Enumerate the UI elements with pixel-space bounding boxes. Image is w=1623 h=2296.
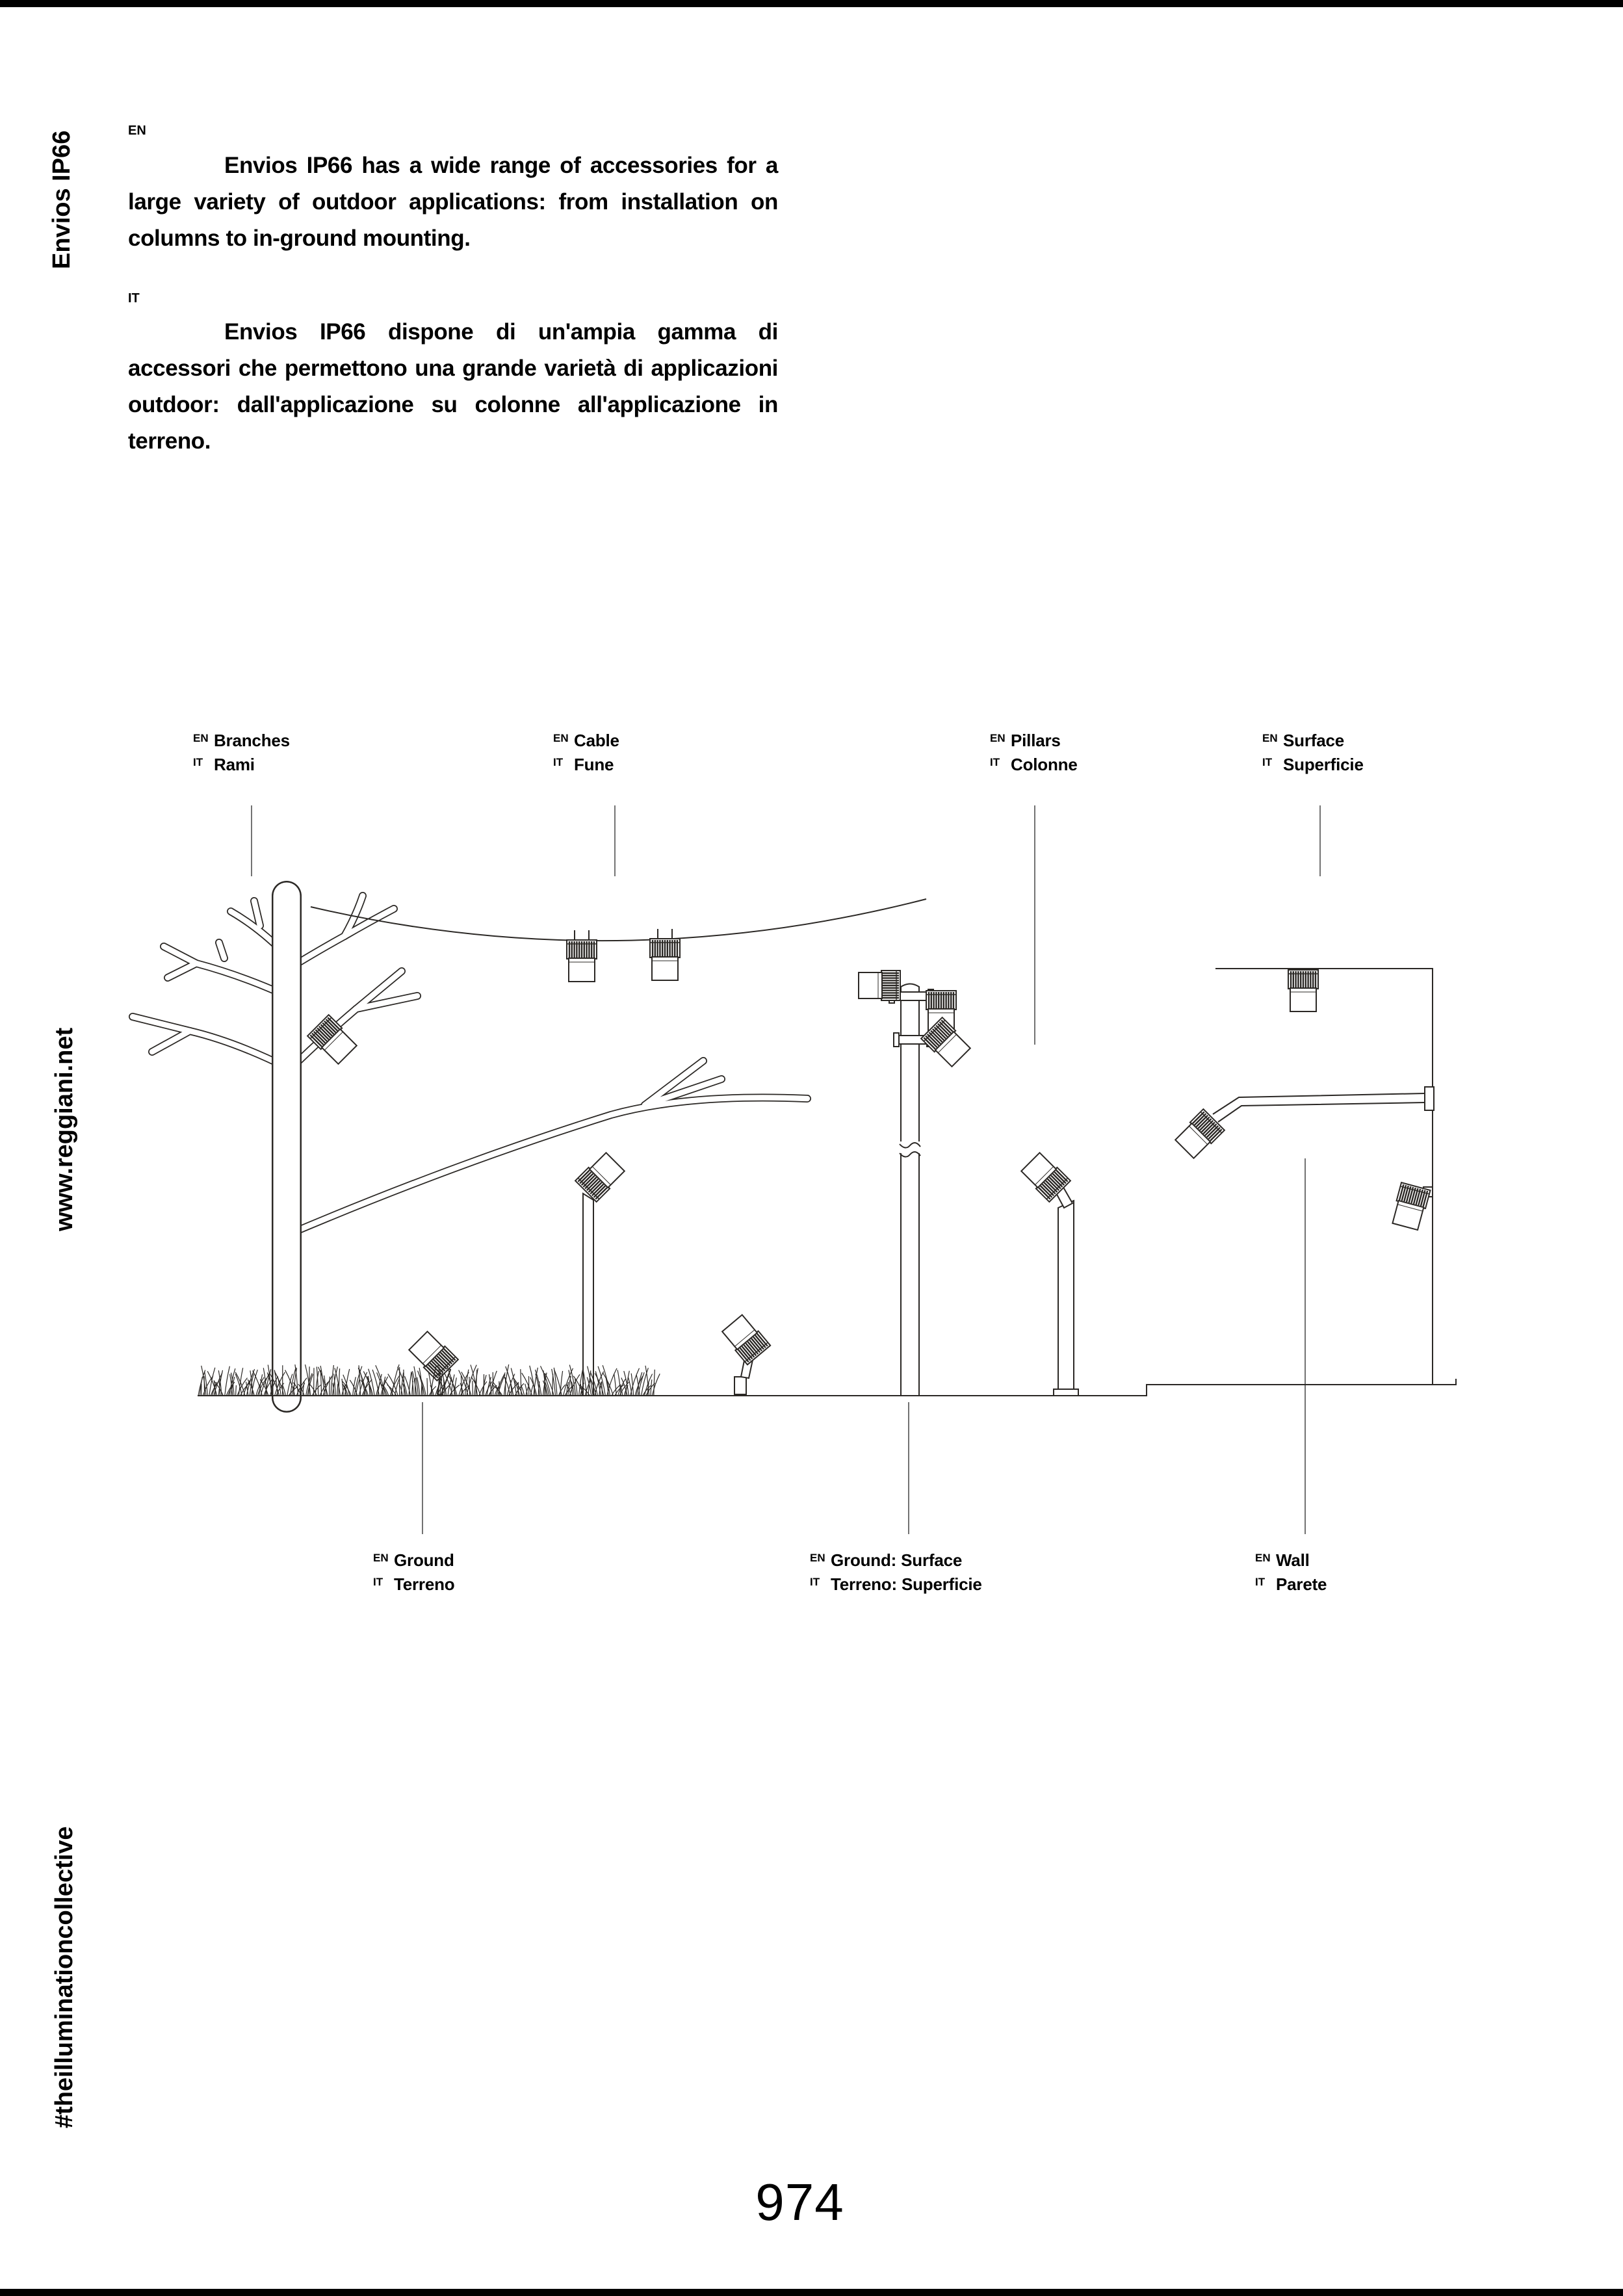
label-en-text: Ground	[394, 1550, 454, 1570]
bollard-spotlight	[1020, 1151, 1078, 1396]
label-it-tag: IT	[990, 756, 1000, 768]
intro-paragraph-en: Envios IP66 has a wide range of accessories for a large variety of outdoor applications: from installation on columns to in-ground mounting.	[128, 153, 778, 251]
intro-en-tag: EN	[128, 124, 146, 138]
label-en-tag: EN	[553, 732, 569, 744]
wall-arm-spotlight	[1174, 1109, 1225, 1160]
tree	[133, 896, 807, 1398]
label-en-text: Branches	[214, 731, 290, 750]
label-en-text: Wall	[1276, 1550, 1310, 1570]
label-branches	[193, 731, 290, 779]
label-en-text: Surface	[1283, 731, 1344, 750]
label-ground-surface	[810, 1550, 982, 1598]
label-en-tag: EN	[1262, 732, 1278, 744]
wall-edge-spotlight	[1391, 1182, 1431, 1231]
sidebar-hashtag: #theilluminationcollective	[51, 1826, 78, 2128]
label-en-tag: EN	[1255, 1552, 1271, 1564]
label-pillars	[990, 731, 1078, 779]
pillar-spotlight-left	[859, 971, 900, 1000]
intro-paragraph-it: Envios IP66 dispone di un'ampia gamma di accessori che permettono una grande varietà di applicazioni outdoor: dall'applicazione su colonne all'applicazione in terreno.	[128, 319, 778, 454]
label-ground	[373, 1550, 454, 1598]
label-it-text: Terreno: Superficie	[831, 1574, 982, 1594]
leader-lines	[252, 805, 1320, 1534]
sidebar-website: www.reggiani.net	[51, 1027, 78, 1231]
label-en-text: Pillars	[1011, 731, 1061, 750]
label-it-text: Rami	[214, 755, 255, 774]
label-it-tag: IT	[193, 756, 203, 768]
label-en-tag: EN	[373, 1552, 389, 1564]
cable-spotlight-2	[650, 939, 680, 980]
page-number: 974	[755, 2173, 844, 2231]
branch-spotlight	[307, 1015, 358, 1065]
label-surface	[1262, 731, 1364, 779]
sidebar-product-name: Envios IP66	[48, 130, 75, 269]
cable-spotlight-1	[567, 940, 597, 982]
label-it-text: Superficie	[1283, 755, 1364, 774]
pillar-assembly	[859, 971, 972, 1396]
label-it-tag: IT	[373, 1576, 383, 1588]
label-it-text: Parete	[1276, 1574, 1327, 1594]
label-it-text: Fune	[574, 755, 614, 774]
wall-structure	[1174, 969, 1434, 1385]
ground-surface-spotlight	[721, 1314, 770, 1394]
intro-it-tag: IT	[128, 291, 140, 306]
label-wall	[1255, 1550, 1327, 1598]
label-en-text: Ground: Surface	[831, 1550, 963, 1570]
label-en-text: Cable	[574, 731, 619, 750]
label-en-tag: EN	[810, 1552, 825, 1564]
label-it-tag: IT	[553, 756, 564, 768]
label-it-text: Colonne	[1011, 755, 1078, 774]
label-it-tag: IT	[1262, 756, 1273, 768]
post-spotlight	[575, 1151, 626, 1396]
label-cable	[553, 731, 619, 779]
label-it-text: Terreno	[394, 1574, 455, 1594]
label-it-tag: IT	[810, 1576, 820, 1588]
label-en-tag: EN	[990, 732, 1006, 744]
surface-ceiling-spotlight	[1288, 970, 1318, 1011]
label-it-tag: IT	[1255, 1576, 1266, 1588]
label-en-tag: EN	[193, 732, 209, 744]
